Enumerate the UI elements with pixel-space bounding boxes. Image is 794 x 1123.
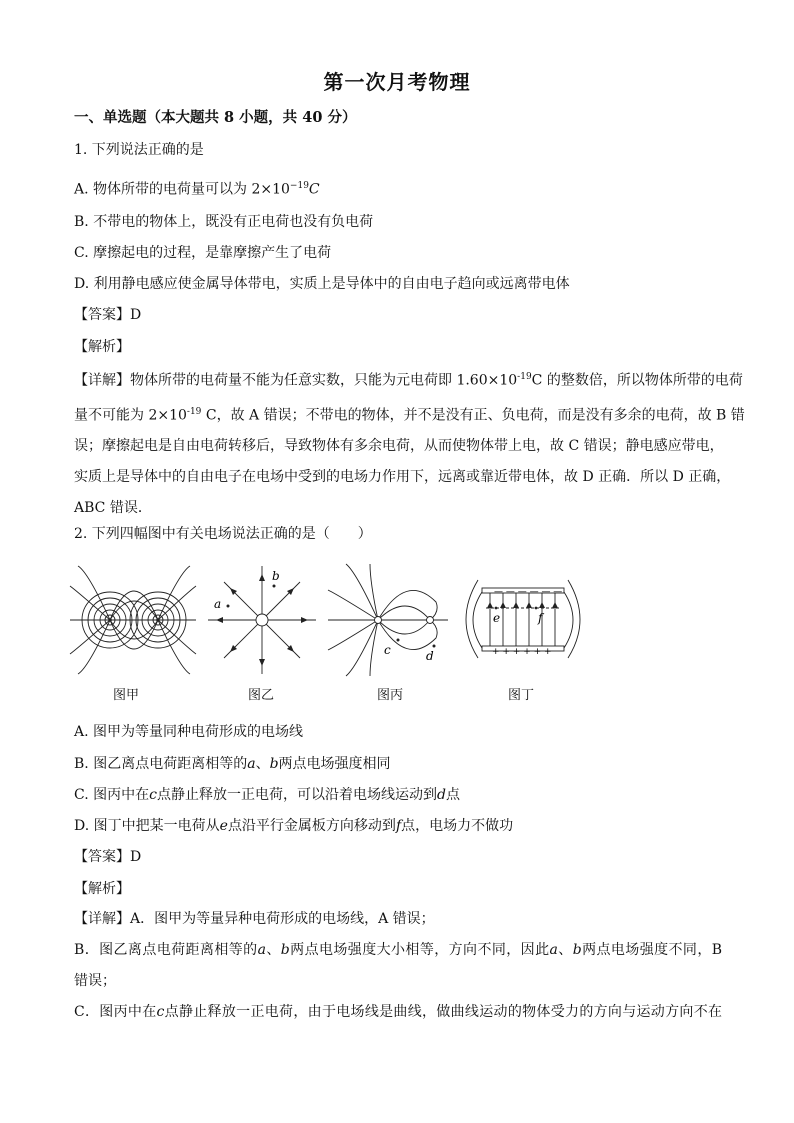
q1-detail-line-4: 实质上是导体中的自由电子在电场中受到的电场力作用下，远离或靠近带电体，故 D 正确．所以 D 正确， xyxy=(74,469,731,486)
q1-detail xyxy=(74,362,745,524)
label-b: b xyxy=(272,569,280,583)
figure-bing-unequal-charges xyxy=(326,562,451,682)
q1-analysis-label: 【解析】 xyxy=(74,339,130,355)
q2-option-c: C. 图丙中在c点静止释放一正电荷，可以沿着电场线运动到d点 xyxy=(74,787,460,803)
section-heading: 一、单选题（本大题共 8 小题，共 40 分） xyxy=(74,109,357,126)
q2-stem: 2. 下列四幅图中有关电场说法正确的是（ ） xyxy=(74,526,372,542)
label-a: a xyxy=(214,597,222,611)
caption-jia: 图甲 xyxy=(112,688,139,703)
q1-option-c: C. 摩擦起电的过程，是靠摩擦产生了电荷 xyxy=(74,245,332,261)
svg-text:+ + + + + +: + + + + + + xyxy=(492,647,552,657)
q2-option-a: A. 图甲为等量同种电荷形成的电场线 xyxy=(74,724,304,740)
q2-analysis-label: 【解析】 xyxy=(74,881,130,897)
caption-bing: 图丙 xyxy=(376,688,403,703)
q1-detail-line-1: 【详解】物体所带的电荷量不能为任意实数，只能为元电荷即 $1.60\times 10^{-19}C$ 的整数倍，所以物体所带的电荷 xyxy=(74,372,743,389)
q1-option-d: D. 利用静电感应使金属导体带电，实质上是导体中的自由电子趋向或远离带电体 xyxy=(74,276,570,292)
figure-ding-parallel-plates xyxy=(460,562,585,682)
q1-detail-line-3: 误；摩擦起电是自由电荷转移后，导致物体有多余电荷，从而使物体带上电，故 C 错误；静电感应带电， xyxy=(74,438,724,455)
caption-ding: 图丁 xyxy=(507,688,534,703)
q1-detail-line-5: ABC 错误． xyxy=(74,500,152,517)
figure-yi-point-charge xyxy=(206,562,326,682)
q2-option-d: D. 图丁中把某一电荷从e点沿平行金属板方向移动到f点，电场力不做功 xyxy=(74,818,514,834)
page-title: 第一次月考物理 xyxy=(323,70,471,94)
label-d: d xyxy=(426,649,434,663)
label-c: c xyxy=(384,643,391,657)
q2-detail-line-2: B．图乙离点电荷距离相等的a、b两点电场强度大小相等，方向不同，因此a、b两点电场强度不同，B xyxy=(74,942,723,958)
q1-option-b: B. 不带电的物体上，既没有正电荷也没有负电荷 xyxy=(74,214,374,230)
figure-jia-dipole xyxy=(68,562,198,682)
label-f: f xyxy=(538,611,543,625)
q1-stem: 1. 下列说法正确的是 xyxy=(74,142,204,158)
svg-text:— — — — — —: — — — — — — xyxy=(494,587,563,597)
label-e: e xyxy=(493,611,501,625)
q1-option-a: A. 物体所带的电荷量可以为 $2\times 10^{-19}C$ xyxy=(74,181,320,198)
q2-option-b: B. 图乙离点电荷距离相等的a、b两点电场强度相同 xyxy=(74,756,391,772)
q2-detail xyxy=(74,904,722,1028)
figure-strip xyxy=(68,562,588,707)
q2-answer: 【答案】D xyxy=(74,849,142,865)
q2-detail-line-3: 错误； xyxy=(74,973,116,989)
q1-detail-line-2: 量不可能为 $2\times 10^{-19}$ C，故 A 错误；不带电的物体，并不是没有正、负电荷，而是没有多余的电荷，故 B 错 xyxy=(74,406,745,424)
caption-yi: 图乙 xyxy=(247,688,274,703)
q2-detail-line-4: C．图丙中在c点静止释放一正电荷，由于电场线是曲线，做曲线运动的物体受力的方向与运动方向不在 xyxy=(74,1004,723,1020)
q2-detail-line-1: 【详解】A．图甲为等量异种电荷形成的电场线，A 错误； xyxy=(74,911,435,927)
q1-answer: 【答案】D xyxy=(74,307,142,323)
